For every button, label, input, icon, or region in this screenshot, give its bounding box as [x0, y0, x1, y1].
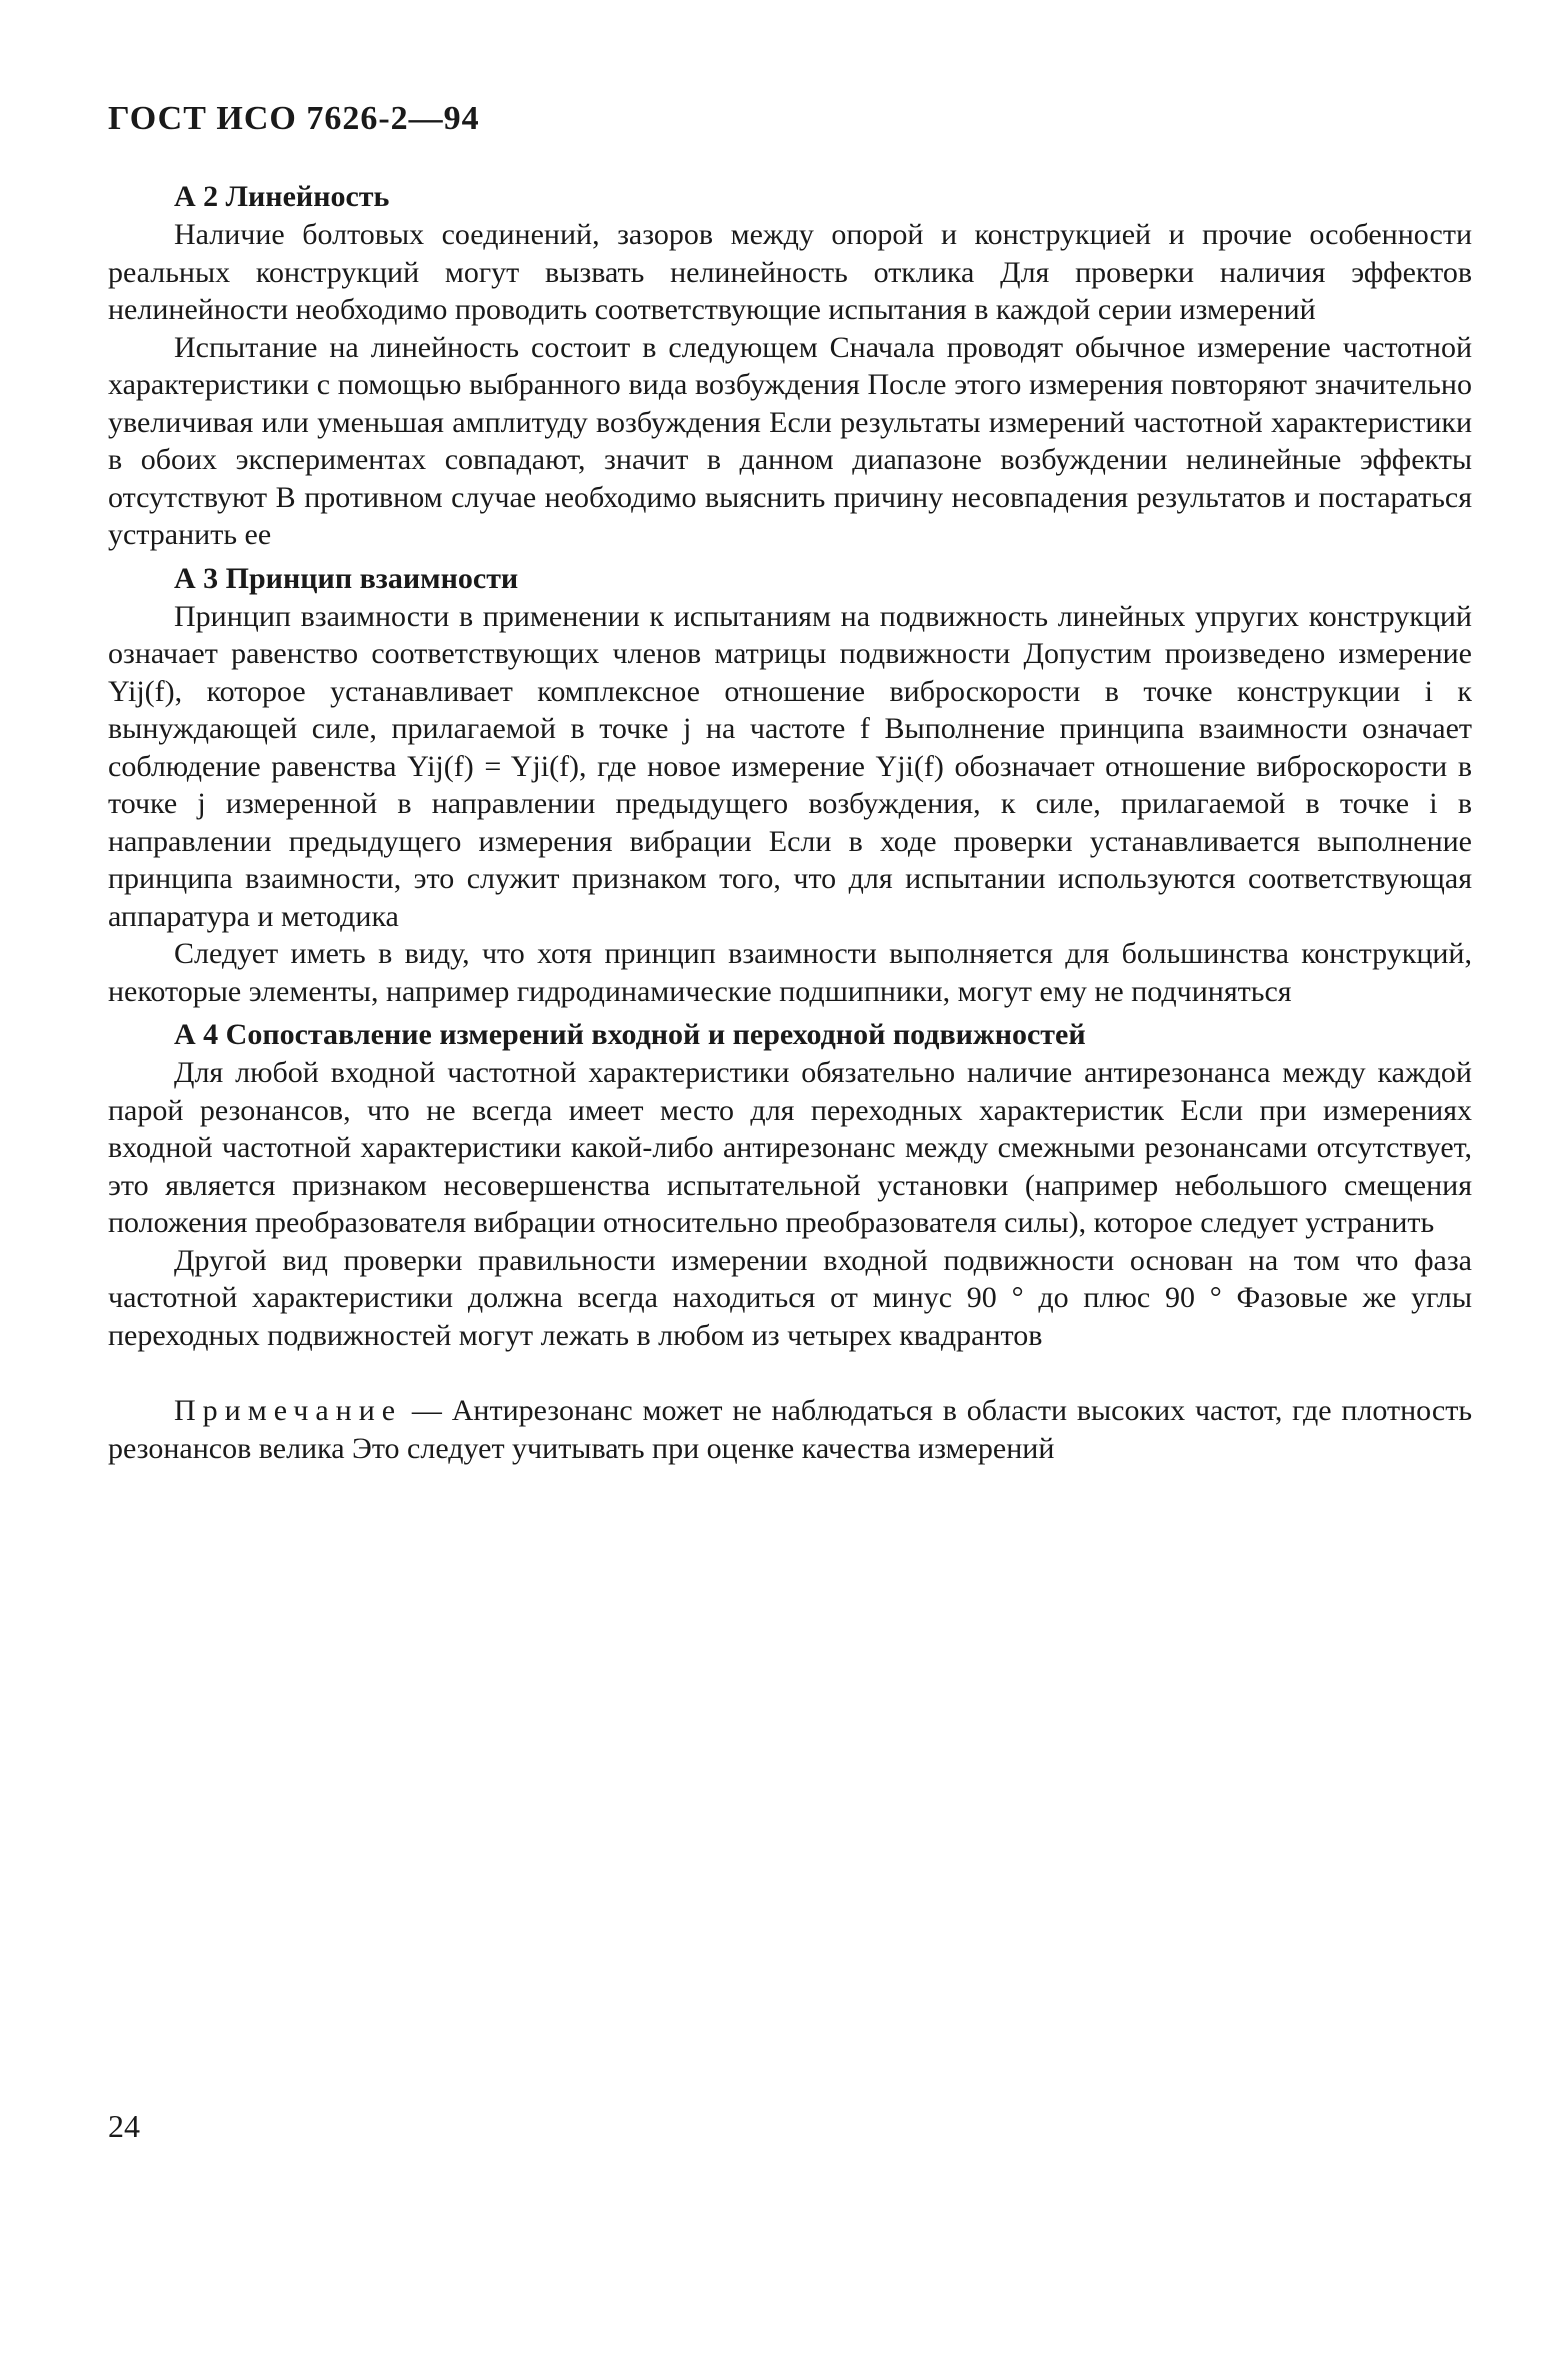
- paragraph: Для любой входной частотной характеристики обязательно наличие антирезонанса между каждой парой резонансов, что не всегда имеет место для переходных характеристик Если при измерениях входной частотной характеристики какой-либо антирезонанс между смежными резонансами отсутствует, это является признаком несовершенства испытательной установки (например небольшого смещения положения преобразователя вибрации относительно преобразователя силы), которое следует устранить: [108, 1056, 1472, 1239]
- section-title: А 2 Линейность: [174, 180, 390, 213]
- page-number: 24: [108, 2108, 140, 2144]
- page-body: [108, 178, 1472, 1467]
- paragraph: Другой вид проверки правильности измерении входной подвижности основан на том что фаза частотной характеристики должна всегда находиться от минус 90 ° до плюс 90 ° Фазовые же углы переходных подвижностей могут лежать в любом из четырех квадрантов: [108, 1243, 1472, 1352]
- paragraph: Принцип взаимности в применении к испытаниям на подвижность линейных упругих конструкций означает равенство соответствующих членов матрицы подвижности Допустим произведено измерение Yij(f), которое устанавливает комплексное отношение виброскорости в точке конструкции i к вынуждающей силе, прилагаемой в точке j на частоте f Выполнение принципа взаимности означает соблюдение равенства Yij(f) = Yji(f), где новое измерение Yji(f) обозначает отношение виброскорости в точке j измеренной в направлении предыдущего возбуждения, к силе, прилагаемой в точке i в направлении предыдущего измерения вибрации Если в ходе проверки устанавливается выполнение принципа взаимности, это служит признаком того, что для испытании используются соответствующая аппаратура и методика: [108, 599, 1472, 933]
- section-title: А 3 Принцип взаимности: [174, 561, 519, 595]
- section-a4: [108, 1016, 1472, 1354]
- section-title: А 4 Сопоставление измерений входной и переходной подвижностей: [174, 1018, 1086, 1051]
- paragraph: Наличие болтовых соединений, зазоров между опорой и конструкцией и прочие особенности реальных конструкций могут вызвать нелинейность отклика Для проверки наличия эффектов нелинейности необходимо проводить соответствующие испытания в каждой серии измерений: [108, 218, 1472, 326]
- paragraph: Испытание на линейность состоит в следующем Сначала проводят обычное измерение частотной характеристики с помощью выбранного вида возбуждения После этого измерения повторяют значительно увеличивая или уменьшая амплитуду возбуждения Если результаты измерений частотной характеристики в обоих экспериментах совпадают, значит в данном диапазоне возбуждении нелинейные эффекты отсутствуют В противном случае необходимо выяснить причину несовпадения результатов и постараться устранить ее: [108, 330, 1472, 551]
- note-label: Примечание: [174, 1394, 403, 1427]
- section-a3: [108, 560, 1472, 1011]
- note-text: — Антирезонанс может не наблюдаться в области высоких частот, где плотность резонансов велика Это следует учитывать при оценке качества измерений: [108, 1394, 1472, 1465]
- note-block: [108, 1392, 1472, 1467]
- document-code-header: ГОСТ ИСО 7626-2—94: [108, 100, 480, 137]
- section-a2: [108, 178, 1472, 554]
- paragraph: Следует иметь в виду, что хотя принцип взаимности выполняется для большинства конструкций, некоторые элементы, например гидродинамические подшипники, могут ему не подчиняться: [108, 937, 1472, 1008]
- note-paragraph: [108, 1392, 1472, 1467]
